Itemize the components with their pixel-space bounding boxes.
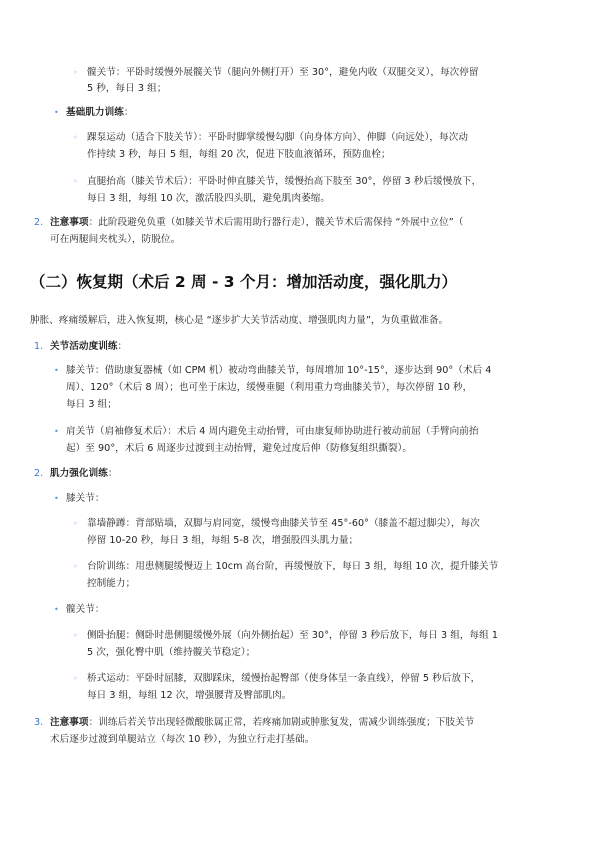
notes-label: 注意事项 (50, 217, 89, 228)
strength-heading (50, 467, 118, 481)
circle-bullet-icon: ◦ (73, 133, 78, 142)
ankle-pump-line2: 作持续 3 秒，每日 5 组，每组 20 次，促进下肢血液循环，预防血栓； (87, 149, 391, 160)
notes2-text: ：训练后若关节出现轻微酸胀属正常，若疼痛加剧或肿胀复发，需减少训练强度；下肢关节 (88, 717, 475, 728)
list-number: 1. (34, 341, 44, 352)
circle-bullet-icon: ◦ (73, 68, 78, 77)
disc-bullet-icon: • (54, 366, 59, 375)
wall-sit-line1: 靠墙静蹲：背部贴墙，双脚与肩同宽，缓慢弯曲膝关节至 45°-60°（膝盖不超过脚尖），每次 (87, 518, 480, 529)
notes-line2: 可在两腿间夹枕头），防脱位。 (50, 234, 181, 245)
hip-abduction-line1: 髋关节：平卧时缓慢外展髋关节（腿向外侧打开）至 30°，避免内收（双腿交叉），每次停留 (87, 67, 479, 78)
rom-knee-line2: 周）、120°（术后 8 周）；也可坐于床边，缓慢垂腿（利用重力弯曲膝关节），每次停留 10 秒， (66, 382, 473, 393)
disc-bullet-icon: • (54, 605, 59, 614)
step-up-line2: 控制能力； (87, 578, 136, 589)
bridge-line2: 每日 3 组，每组 12 次，增强腰背及臀部肌肉。 (87, 690, 292, 701)
disc-bullet-icon: • (54, 494, 59, 503)
notes-text: ：此阶段避免负重（如膝关节术后需用助行器行走），髋关节术后需保持 “外展中立位”（ (88, 217, 464, 228)
rom-shoulder-line1: 肩关节（肩袖修复术后）：术后 4 周内避免主动抬臂，可由康复师协助进行被动前屈（手臂向前抬 (66, 426, 479, 437)
rom-colon: ： (117, 341, 128, 352)
list-number: 3. (34, 717, 44, 728)
rom-knee-line3: 每日 3 组； (66, 399, 117, 410)
rom-heading (50, 340, 127, 354)
strength-label: 肌力强化训练 (50, 468, 108, 479)
notes-line1 (50, 216, 463, 230)
section-heading: （二）恢复期（术后 2 周 - 3 个月：增加活动度，强化肌力） (30, 273, 457, 291)
circle-bullet-icon: ◦ (73, 562, 78, 571)
circle-bullet-icon: ◦ (73, 631, 78, 640)
step-up-line1: 台阶训练：用患侧腿缓慢迈上 10cm 高台阶，再缓慢放下，每日 3 组，每组 10 次，提升膝关节 (87, 561, 499, 572)
notes2-line1 (50, 716, 474, 730)
section-intro: 肿胀、疼痛缓解后，进入恢复期，核心是 “逐步扩大关节活动度、增强肌肉力量”，为负重做准备。 (30, 315, 449, 326)
side-lift-line2: 5 次，强化臀中肌（维持髋关节稳定）； (87, 647, 256, 658)
straight-leg-line1: 直腿抬高（膝关节术后）：平卧时伸直膝关节，缓慢抬高下肢至 30°，停留 3 秒后缓慢放下， (87, 176, 482, 187)
circle-bullet-icon: ◦ (73, 177, 78, 186)
basic-strength-heading (66, 106, 134, 120)
strength-knee-label: 膝关节： (66, 493, 105, 504)
side-lift-line1: 侧卧抬腿：侧卧时患侧腿缓慢外展（向外侧抬起）至 30°，停留 3 秒后放下，每日 3 组，每组 1 (87, 630, 499, 641)
wall-sit-line2: 停留 10-20 秒，每日 3 组，每组 5-8 次，增强股四头肌力量； (87, 535, 359, 546)
circle-bullet-icon: ◦ (73, 519, 78, 528)
circle-bullet-icon: ◦ (73, 674, 78, 683)
ankle-pump-line1: 踝泵运动（适合下肢关节）：平卧时脚掌缓慢勾脚（向身体方向）、伸脚（向远处），每次动 (87, 132, 468, 143)
notes2-line2: 术后逐步过渡到单腿站立（每次 10 秒），为独立行走打基础。 (50, 734, 315, 745)
straight-leg-line2: 每日 3 组，每组 10 次，激活股四头肌，避免肌肉萎缩。 (87, 193, 331, 204)
disc-bullet-icon: • (54, 108, 59, 117)
strength-colon: ： (107, 468, 118, 479)
strength-hip-label: 髋关节： (66, 604, 105, 615)
rom-knee-line1: 膝关节：借助康复器械（如 CPM 机）被动弯曲膝关节，每周增加 10°-15°，逐步达到 90°（术后 4 (66, 365, 492, 376)
basic-strength-label: 基础肌力训练 (66, 107, 124, 118)
disc-bullet-icon: • (54, 427, 59, 436)
notes2-label: 注意事项 (50, 717, 89, 728)
hip-abduction-line2: 5 秒，每日 3 组； (87, 83, 167, 94)
rom-shoulder-line2: 起）至 90°，术后 6 周逐步过渡到主动抬臂，避免过度后伸（防修复组织撕裂）。 (66, 443, 413, 454)
basic-strength-colon: ： (123, 107, 134, 118)
rom-label: 关节活动度训练 (50, 341, 118, 352)
list-number: 2. (34, 468, 44, 479)
list-number: 2. (34, 217, 44, 228)
bridge-line1: 桥式运动：平卧时屈膝，双脚踩床，缓慢抬起臀部（使身体呈一条直线），停留 5 秒后放下， (87, 673, 481, 684)
